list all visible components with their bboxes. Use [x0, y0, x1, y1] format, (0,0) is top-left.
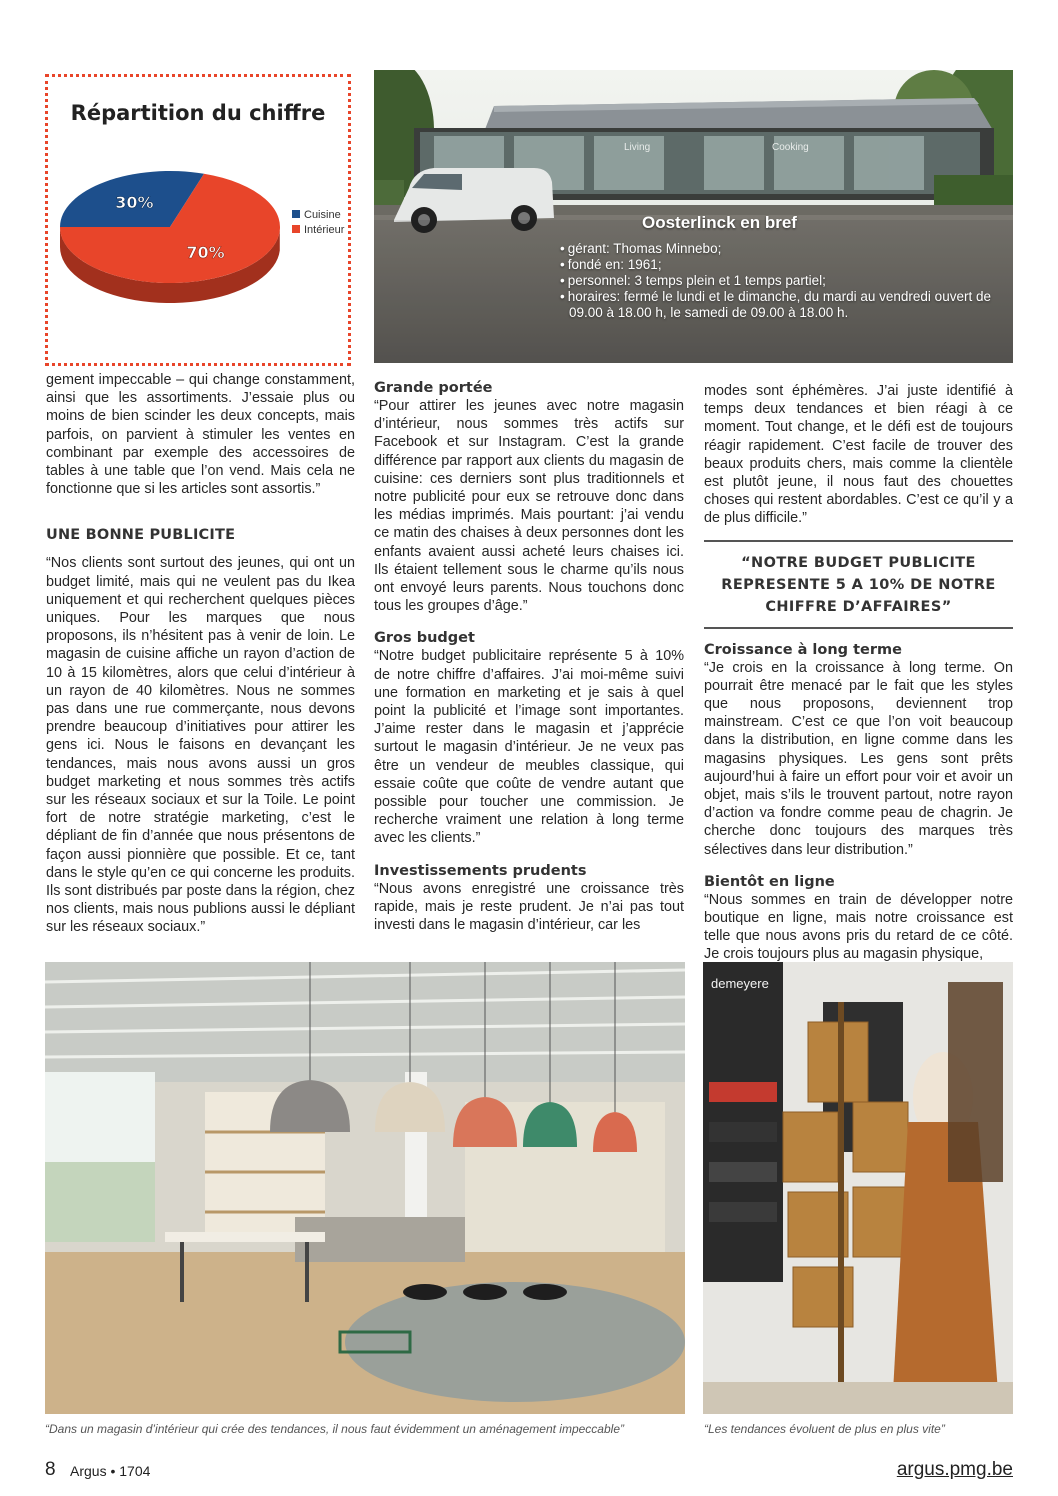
brief-item-founded: • fondé en: 1961;	[560, 257, 1000, 273]
pie-label-cuisine: 30%	[115, 193, 154, 213]
brief-item-manager: • gérant: Thomas Minnebo;	[560, 241, 1000, 257]
paragraph: “Nous avons enregistré une croissance très rapide, mais je reste prudent. Je n’ai pas tout investi dans le magasin d’intérieur, car les	[374, 880, 684, 934]
legend-swatch-intérieur	[292, 225, 300, 233]
chart-legend	[292, 209, 345, 236]
legend-label-intérieur: Intérieur	[304, 224, 345, 236]
section-heading: UNE BONNE PUBLICITE	[46, 527, 236, 544]
subheading: Croissance à long terme	[704, 641, 902, 658]
interior-store-photo	[45, 962, 685, 1414]
caption-right: “Les tendances évoluent de plus en plus vite”	[704, 1422, 945, 1436]
chart-title: Répartition du chiffre	[70, 101, 326, 125]
paragraph: “Nous sommes en train de développer notre boutique en ligne, mais notre croissance est telle que nous avons pris du retard de ce côté. Je crois toujours plus au magasin physique,	[704, 891, 1013, 963]
subheading: Grande portée	[374, 380, 493, 396]
pie-chart-box	[45, 74, 351, 366]
store-brief-box	[560, 213, 1000, 321]
brief-list	[560, 241, 1000, 321]
pie-chart	[48, 77, 348, 363]
paragraph: gement impeccable – qui change constamment, ainsi que les assortiments. J’essaie plus ou moins de bien scinder les deux concepts, mais parfois, on parvient à stimuler les ventes en combinant par exemple des accessoires de tables à une table que l’on vend. Mais cela ne fonctionne que si les articles sont assortis.”	[46, 372, 355, 498]
caption-left: “Dans un magasin d’intérieur qui crée des tendances, il nous faut évidemment un aménagement impeccable”	[45, 1422, 624, 1436]
article-column-3	[704, 382, 1013, 964]
website-link[interactable]: argus.pmg.be	[896, 1459, 1013, 1480]
sign-cooking: Cooking	[772, 142, 809, 153]
brief-item-staff: • personnel: 3 temps plein et 1 temps partiel;	[560, 273, 1000, 289]
magazine-issue: Argus • 1704	[70, 1463, 151, 1479]
brief-title: Oosterlinck en bref	[642, 213, 797, 232]
page-number: 8	[45, 1459, 56, 1480]
brief-item-hours: • horaires: fermé le lundi et le dimanche, du mardi au vendredi ouvert de 09.00 à 18.00 h, le samedi de 09.00 à 18.00 h.	[560, 289, 1000, 321]
paragraph: “Notre budget publicitaire représente 5 à 10% de notre chiffre d’affaires. J’ai moi-même suivi une formation en marketing et je sais à quel point la publicité et l’image sont importantes. J’aime rester dans le magasin et j’apprécie surtout le magasin d’intérieur. Je ne veux pas être un vendeur de meubles classique, qui essaie coûte que coûte de vendre autant que possible pour toucher une commission. Je recherche vraiment une relation à long terme avec les clients.”	[374, 648, 684, 847]
paragraph: “Nos clients sont surtout des jeunes, qui ont un budget limité, mais qui ne veulent pas du Ikea uniquement et qui recherchent quelques pièces uniques. Pour les marques que nous proposons, ils n’hésitent pas à venir de loin. Le magasin de cuisine affiche un rayon d’action de 10 à 15 kilomètres, alors que celui d’intérieur à un rayon de 40 kilomètres. Nous ne sommes pas dans une rue commerçante, nous devons prendre beaucoup d’initiatives pour attirer les gens ici. Nous le faisons en devançant les tendances, mais nous avons aussi un gros budget marketing et nous sommes très actifs sur les réseaux sociaux et sur la Toile. Le point fort de notre stratégie marketing, c’est le dépliant de fin d’année que nous présentons de façon aussi pionnière que possible. Et ce, tant dans le style qu’en ce qui concerne les produits. Ils sont distribués par poste dans la région, chez nos clients, mais nous publions aussi le dépliant sur les réseaux sociaux.”	[46, 555, 355, 936]
article-column-2	[374, 379, 684, 934]
sign-living: Living	[624, 142, 651, 153]
kitchen-store-photo	[703, 962, 1013, 1414]
subheading: Gros budget	[374, 630, 475, 647]
paragraph: “Je crois en la croissance à long terme. On pourrait être menacé par le fait que les styles que nous proposons, deviennent trop mainstream. C’est ce que l’on voit beaucoup dans la distribution, en ligne comme dans les magasins physiques. Les gens sont prêts aujourd’hui à faire un effort pour voir et avoir un objet, mais s’ils le trouvent partout, notre rayon d’action va fondre comme peau de chagrin. Je cherche donc toujours des marques très sélectives dans leur distribution.”	[704, 659, 1013, 858]
pull-quote: “NOTRE BUDGET PUBLICITE REPRESENTE 5 A 10% DE NOTRE CHIFFRE D’AFFAIRES”	[704, 540, 1013, 629]
article-column-1	[46, 371, 355, 937]
paragraph: “Pour attirer les jeunes avec notre magasin d’intérieur, nous sommes très actifs sur Facebook et sur Instagram. C’est la grande différence par rapport aux clients du magasin de cuisine: ces derniers sont plus traditionnels et notre publicité pour eux se retrouve donc dans les médias imprimés. Mais pourtant: j’ai vendu ce matin des chaises à deux personnes dont les enfants avaient aussi acheté leurs chaises ici. Ils étaient tellement sous le charme qu’ils nous ont envoyé leurs parents. Nous touchons donc tous les groupes d’âge.”	[374, 398, 684, 615]
brand-sign: demeyere	[711, 976, 769, 991]
subheading: Investissements prudents	[374, 862, 587, 879]
pie-label-intérieur: 70%	[186, 242, 225, 262]
subheading: Bientôt en ligne	[704, 873, 835, 890]
legend-swatch-cuisine	[292, 210, 300, 218]
legend-label-cuisine: Cuisine	[304, 209, 341, 221]
paragraph: modes sont éphémères. J’ai juste identifié à temps deux tendances et bien réagi à ce moment. Tout change, et le défi est de toujours réagir rapidement. C’est facile de trouver des beaux produits chers, mais comme la clientèle est plutôt jeune, il nous faut des chouettes choses qui restent abordables. C’est ce qu’il y a de plus difficile.”	[704, 383, 1013, 527]
